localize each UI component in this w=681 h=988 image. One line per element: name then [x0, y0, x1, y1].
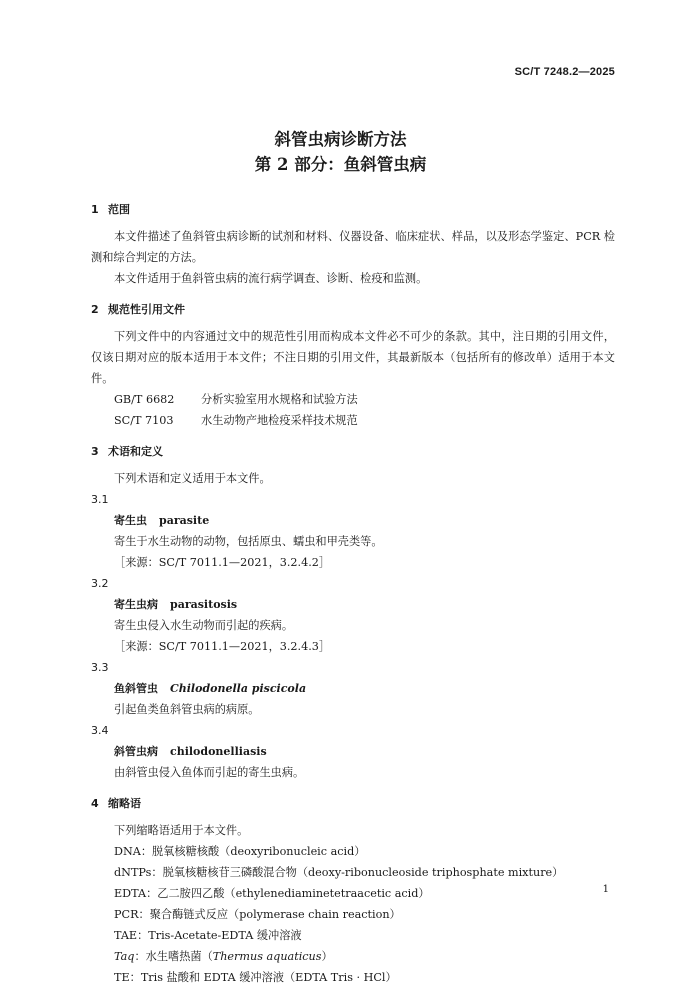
paragraph: 下列文件中的内容通过文中的规范性引用而构成本文件必不可少的条款。其中，注日期的引用文件，仅该日期对应的版本适用于本文件；不注日期的引用文件，其最新版本（包括所有的修改单）适用于本文件。: [91, 330, 615, 385]
abbreviation-item: TAE：Tris-Acetate-EDTA 缓冲溶液: [114, 929, 302, 942]
term-source: ［来源：SC/T 7011.1—2021，3.2.4.2］: [114, 556, 331, 569]
term-definition: 引起鱼类鱼斜管虫病的病原。: [114, 703, 260, 716]
document-title: 斜管虫病诊断方法: [274, 130, 407, 149]
abbreviation-item: EDTA：乙二胺四乙酸（ethylenediaminetetraacetic acid）: [114, 887, 430, 900]
term-number: 3.3: [91, 661, 109, 674]
abbreviation-item: PCR：聚合酶链式反应（polymerase chain reaction）: [114, 908, 401, 921]
term-definition: 寄生虫侵入水生动物而引起的疾病。: [114, 619, 294, 632]
term-name: 寄生虫病 parasitosis: [114, 598, 238, 611]
paragraph: 本文件适用于鱼斜管虫病的流行病学调查、诊断、检疫和监测。: [114, 272, 428, 285]
document-subtitle: 第 2 部分：鱼斜管虫病: [254, 155, 427, 174]
reference-item: SC/T 7103 水生动物产地检疫采样技术规范: [114, 414, 358, 427]
term-number: 3.2: [91, 577, 109, 590]
section-heading: 4 缩略语: [91, 797, 141, 810]
term-name: 寄生虫 parasite: [114, 514, 210, 527]
paragraph: 本文件描述了鱼斜管虫病诊断的试剂和材料、仪器设备、临床症状、样品，以及形态学鉴定、PCR 检测和综合判定的方法。: [91, 230, 615, 264]
paragraph: 下列缩略语适用于本文件。: [114, 824, 249, 837]
term-definition: 寄生于水生动物的动物，包括原虫、蠕虫和甲壳类等。: [114, 535, 383, 548]
page-number: 1: [602, 884, 609, 895]
section-heading: 3 术语和定义: [91, 445, 163, 458]
paragraph: 下列术语和定义适用于本文件。: [114, 472, 271, 485]
term-name: 鱼斜管虫 Chilodonella piscicola: [114, 682, 307, 695]
standard-code: SC/T 7248.2—2025: [514, 66, 615, 78]
term-number: 3.4: [91, 724, 109, 737]
abbreviation-item: DNA：脱氧核糖核酸（deoxyribonucleic acid）: [114, 845, 366, 858]
section-heading: 2 规范性引用文件: [91, 303, 185, 316]
abbreviation-item: TE：Tris 盐酸和 EDTA 缓冲溶液（EDTA Tris · HCl）: [114, 971, 397, 984]
section-heading: 1 范围: [91, 203, 130, 216]
term-number: 3.1: [91, 493, 109, 506]
document-body: [91, 199, 615, 988]
abbreviation-item: dNTPs：脱氧核糖核苷三磷酸混合物（deoxy-ribonucleoside triphosphate mixture）: [114, 866, 564, 879]
term-definition: 由斜管虫侵入鱼体而引起的寄生虫病。: [114, 766, 305, 779]
reference-item: GB/T 6682 分析实验室用水规格和试验方法: [114, 393, 358, 406]
abbreviation-item: Taq：水生嗜热菌（Thermus aquaticus）: [114, 950, 333, 963]
term-name: 斜管虫病 chilodonelliasis: [114, 745, 267, 758]
term-source: ［来源：SC/T 7011.1—2021，3.2.4.3］: [114, 640, 331, 653]
